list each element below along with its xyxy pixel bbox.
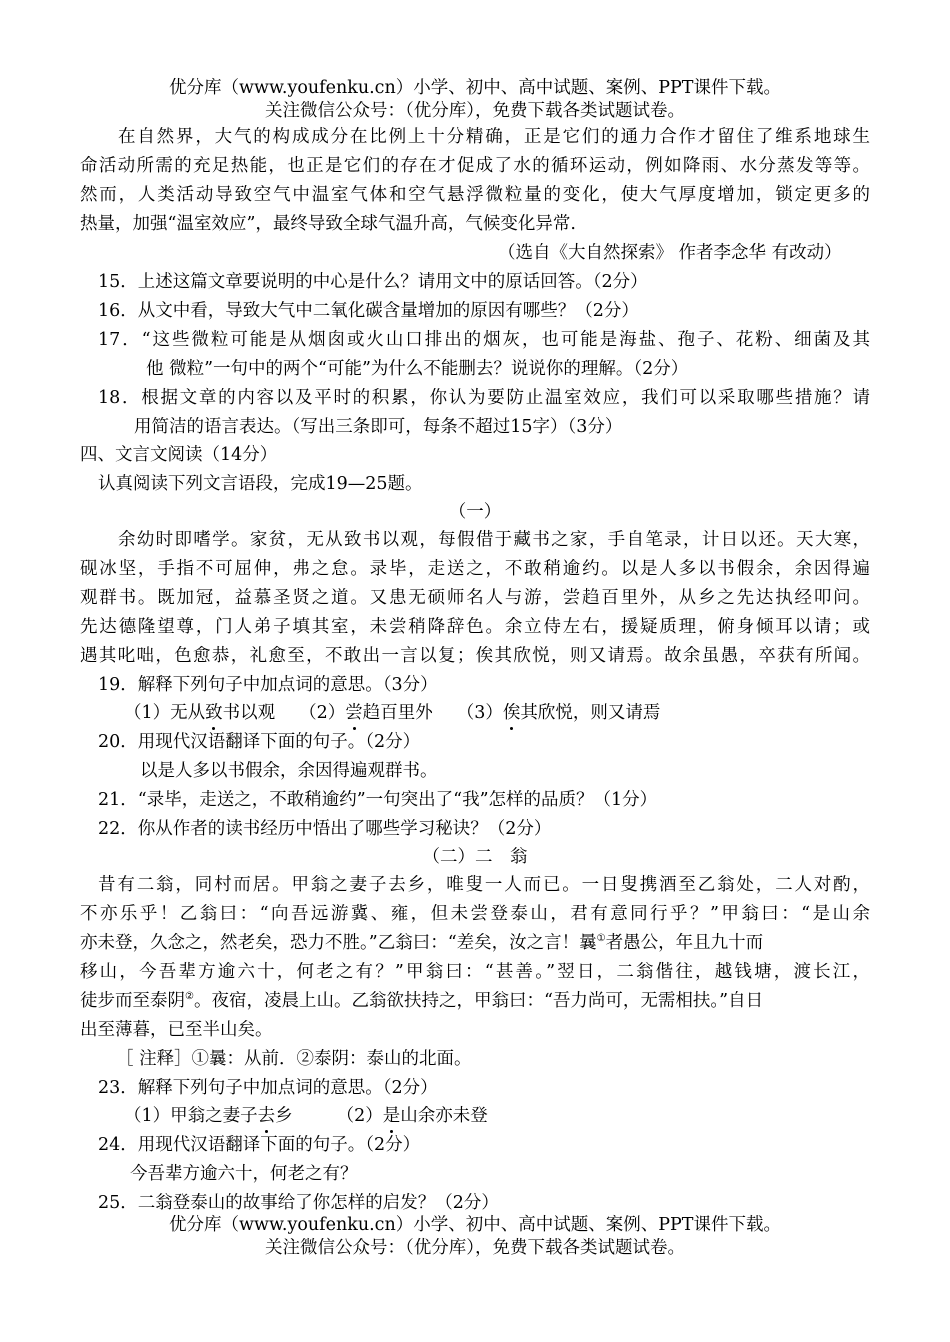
story-line bbox=[80, 989, 870, 1013]
q19-item-1-post: 书以观 bbox=[222, 703, 276, 723]
question-21: 21．“录毕，走送之，不敢稍逾约”一句突出了“我”怎样的品质？（1分） bbox=[98, 790, 658, 810]
question-19: 19．解释下列句子中加点词的意思。（3分） bbox=[98, 675, 438, 695]
footnote-annotation: ［ 注释］①曩：从前．②泰阴：泰山的北面。 bbox=[116, 1049, 472, 1069]
passage-line: 命活动所需的充足热能，也正是它们的存在才促成了水的循环运动，例如降雨、水分蒸发等等。 bbox=[80, 156, 870, 176]
footnote-marker-2: ② bbox=[185, 991, 194, 1003]
classical-passage-line: 砚冰坚，手指不可屈伸，弗之怠。录毕，走送之，不敢稍逾约。以是人多以书假余，余因得遍 bbox=[80, 559, 870, 579]
q23-item-2-post: 山余亦未登 bbox=[400, 1106, 488, 1126]
passage-source: （选自《大自然探索》 作者李念华 有改动） bbox=[498, 243, 842, 263]
q19-item-2-post: 趋百里外 bbox=[362, 703, 433, 723]
section-4-instruction: 认真阅读下列文言语段，完成19—25题。 bbox=[98, 474, 423, 494]
classical-passage-line: 观群书。既加冠，益慕圣贤之道。又患无硕师名人与游，尝趋百里外，从乡之先达执经叩问。 bbox=[80, 588, 870, 608]
story-line: 昔有二翁，同村而居。甲翁之妻子去乡，唯叟一人而已。一日叟携酒至乙翁处，二人对酌， bbox=[98, 875, 870, 895]
q19-item-3-pre: （3） bbox=[456, 703, 503, 723]
story-line-segment: 者愚公，年且九十而 bbox=[605, 933, 764, 953]
question-17: 17．“这些微粒可能是从烟囱或火山口排出的烟灰，也可能是海盐、孢子、花粉、细菌及其 bbox=[98, 330, 870, 350]
question-25: 25．二翁登泰山的故事给了你怎样的启发？（2分） bbox=[98, 1193, 499, 1213]
question-19-items bbox=[124, 701, 660, 725]
header-line-1: 优分库（www.youfenku.cn）小学、初中、高中试题、案例、PPT课件下载。 bbox=[169, 78, 781, 98]
part-2-heading: （二）二 翁 bbox=[422, 847, 528, 867]
q23-item-1-post: 乡 bbox=[275, 1106, 293, 1126]
q23-item-1-dotted-word: 去 bbox=[257, 1106, 276, 1126]
header-line-2: 关注微信公众号：（优分库），免费下载各类试题试卷。 bbox=[265, 101, 685, 121]
q19-item-2-pre: （2） bbox=[299, 703, 346, 723]
question-23-items bbox=[124, 1104, 488, 1128]
passage-line: 在自然界，大气的构成成分在比例上十分精确，正是它们的通力合作才留住了维系地球生 bbox=[118, 127, 870, 147]
footer-line-1: 优分库（www.youfenku.cn）小学、初中、高中试题、案例、PPT课件下载。 bbox=[169, 1215, 781, 1235]
classical-passage-line: 先达德隆望尊，门人弟子填其室，未尝稍降辞色。余立侍左右，援疑质理，俯身倾耳以请；或 bbox=[80, 617, 870, 637]
story-line bbox=[80, 931, 870, 955]
story-line: 移山，今吾辈方逾六十，何老之有？”甲翁曰：“甚善。”翌日，二翁偕往，越钱塘，渡长江， bbox=[80, 962, 870, 982]
q23-item-2-pre: （2） bbox=[336, 1106, 383, 1126]
q23-item-1-pre: （1）甲翁之妻子 bbox=[124, 1106, 258, 1126]
classical-passage-line: 余幼时即嗜学。家贫，无从致书以观，每假借于藏书之家，手自笔录，计日以还。天大寒， bbox=[118, 530, 870, 550]
passage-line: 然而，人类活动导致空气中温室气体和空气悬浮微粒量的变化，使大气厚度增加，锁定更多的 bbox=[80, 185, 870, 205]
question-23: 23．解释下列句子中加点词的意思。（2分） bbox=[98, 1078, 438, 1098]
question-16: 16．从文中看，导致大气中二氧化碳含量增加的原因有哪些？（2分） bbox=[98, 301, 639, 321]
section-4-title: 四、文言文阅读（14分） bbox=[80, 445, 278, 465]
story-line-segment: 亦未登，久念之，然老矣，恐力不胜。”乙翁曰：“差矣，汝之言！曩 bbox=[80, 933, 597, 953]
story-line: 不亦乐乎！乙翁曰：“向吾远游冀、雍，但未尝登泰山，君有意同行乎？”甲翁曰：“是山余 bbox=[80, 904, 870, 924]
q19-item-1-dotted-word: 致 bbox=[205, 703, 223, 723]
q23-item-2-dotted-word: 是 bbox=[382, 1106, 401, 1126]
question-20: 20．用现代汉语翻译下面的句子。（2分） bbox=[98, 732, 421, 752]
q19-item-2-dotted-word: 尝 bbox=[345, 703, 363, 723]
story-line: 出至薄暮，已至半山矣。 bbox=[80, 1020, 273, 1040]
question-22: 22．你从作者的读书经历中悟出了哪些学习秘诀？（2分） bbox=[98, 819, 552, 839]
footnote-marker-1: ① bbox=[596, 933, 606, 945]
question-18-cont: 用简洁的语言表达。（写出三条即可，每条不超过15字）（3分） bbox=[134, 417, 623, 437]
question-24-sentence: 今吾辈方逾六十，何老之有？ bbox=[130, 1164, 358, 1184]
footer-line-2: 关注微信公众号：（优分库），免费下载各类试题试卷。 bbox=[265, 1238, 685, 1258]
q19-item-3-post: 其欣悦，则又请焉 bbox=[520, 703, 661, 723]
q19-item-1-pre: （1）无从 bbox=[124, 703, 206, 723]
question-24: 24．用现代汉语翻译下面的句子。（2分） bbox=[98, 1135, 421, 1155]
passage-line: 热量，加强“温室效应”，最终导致全球气温升高，气候变化异常. bbox=[80, 214, 576, 234]
q19-item-3-dotted-word: 俟 bbox=[502, 703, 521, 723]
story-line-segment: 徒步而至泰阴 bbox=[80, 991, 185, 1011]
question-20-sentence: 以是人多以书假余，余因得遍观群书。 bbox=[140, 761, 438, 781]
classical-passage-line: 遇其叱咄，色愈恭，礼愈至，不敢出一言以复；俟其欣悦，则又请焉。故余虽愚，卒获有所闻。 bbox=[80, 646, 870, 666]
part-1-heading: （一） bbox=[448, 502, 502, 522]
question-17-cont: 他 微粒”一句中的两个“可能”为什么不能删去？说说你的理解。（2分） bbox=[146, 359, 689, 379]
story-line-segment: 。夜宿，凌晨上山。乙翁欲扶持之，甲翁曰：“吾力尚可，无需相扶。”自日 bbox=[193, 991, 764, 1011]
question-15: 15．上述这篇文章要说明的中心是什么？请用文中的原话回答。（2分） bbox=[98, 272, 648, 292]
question-18: 18．根据文章的内容以及平时的积累，你认为要防止温室效应，我们可以采取哪些措施？请 bbox=[98, 388, 870, 408]
